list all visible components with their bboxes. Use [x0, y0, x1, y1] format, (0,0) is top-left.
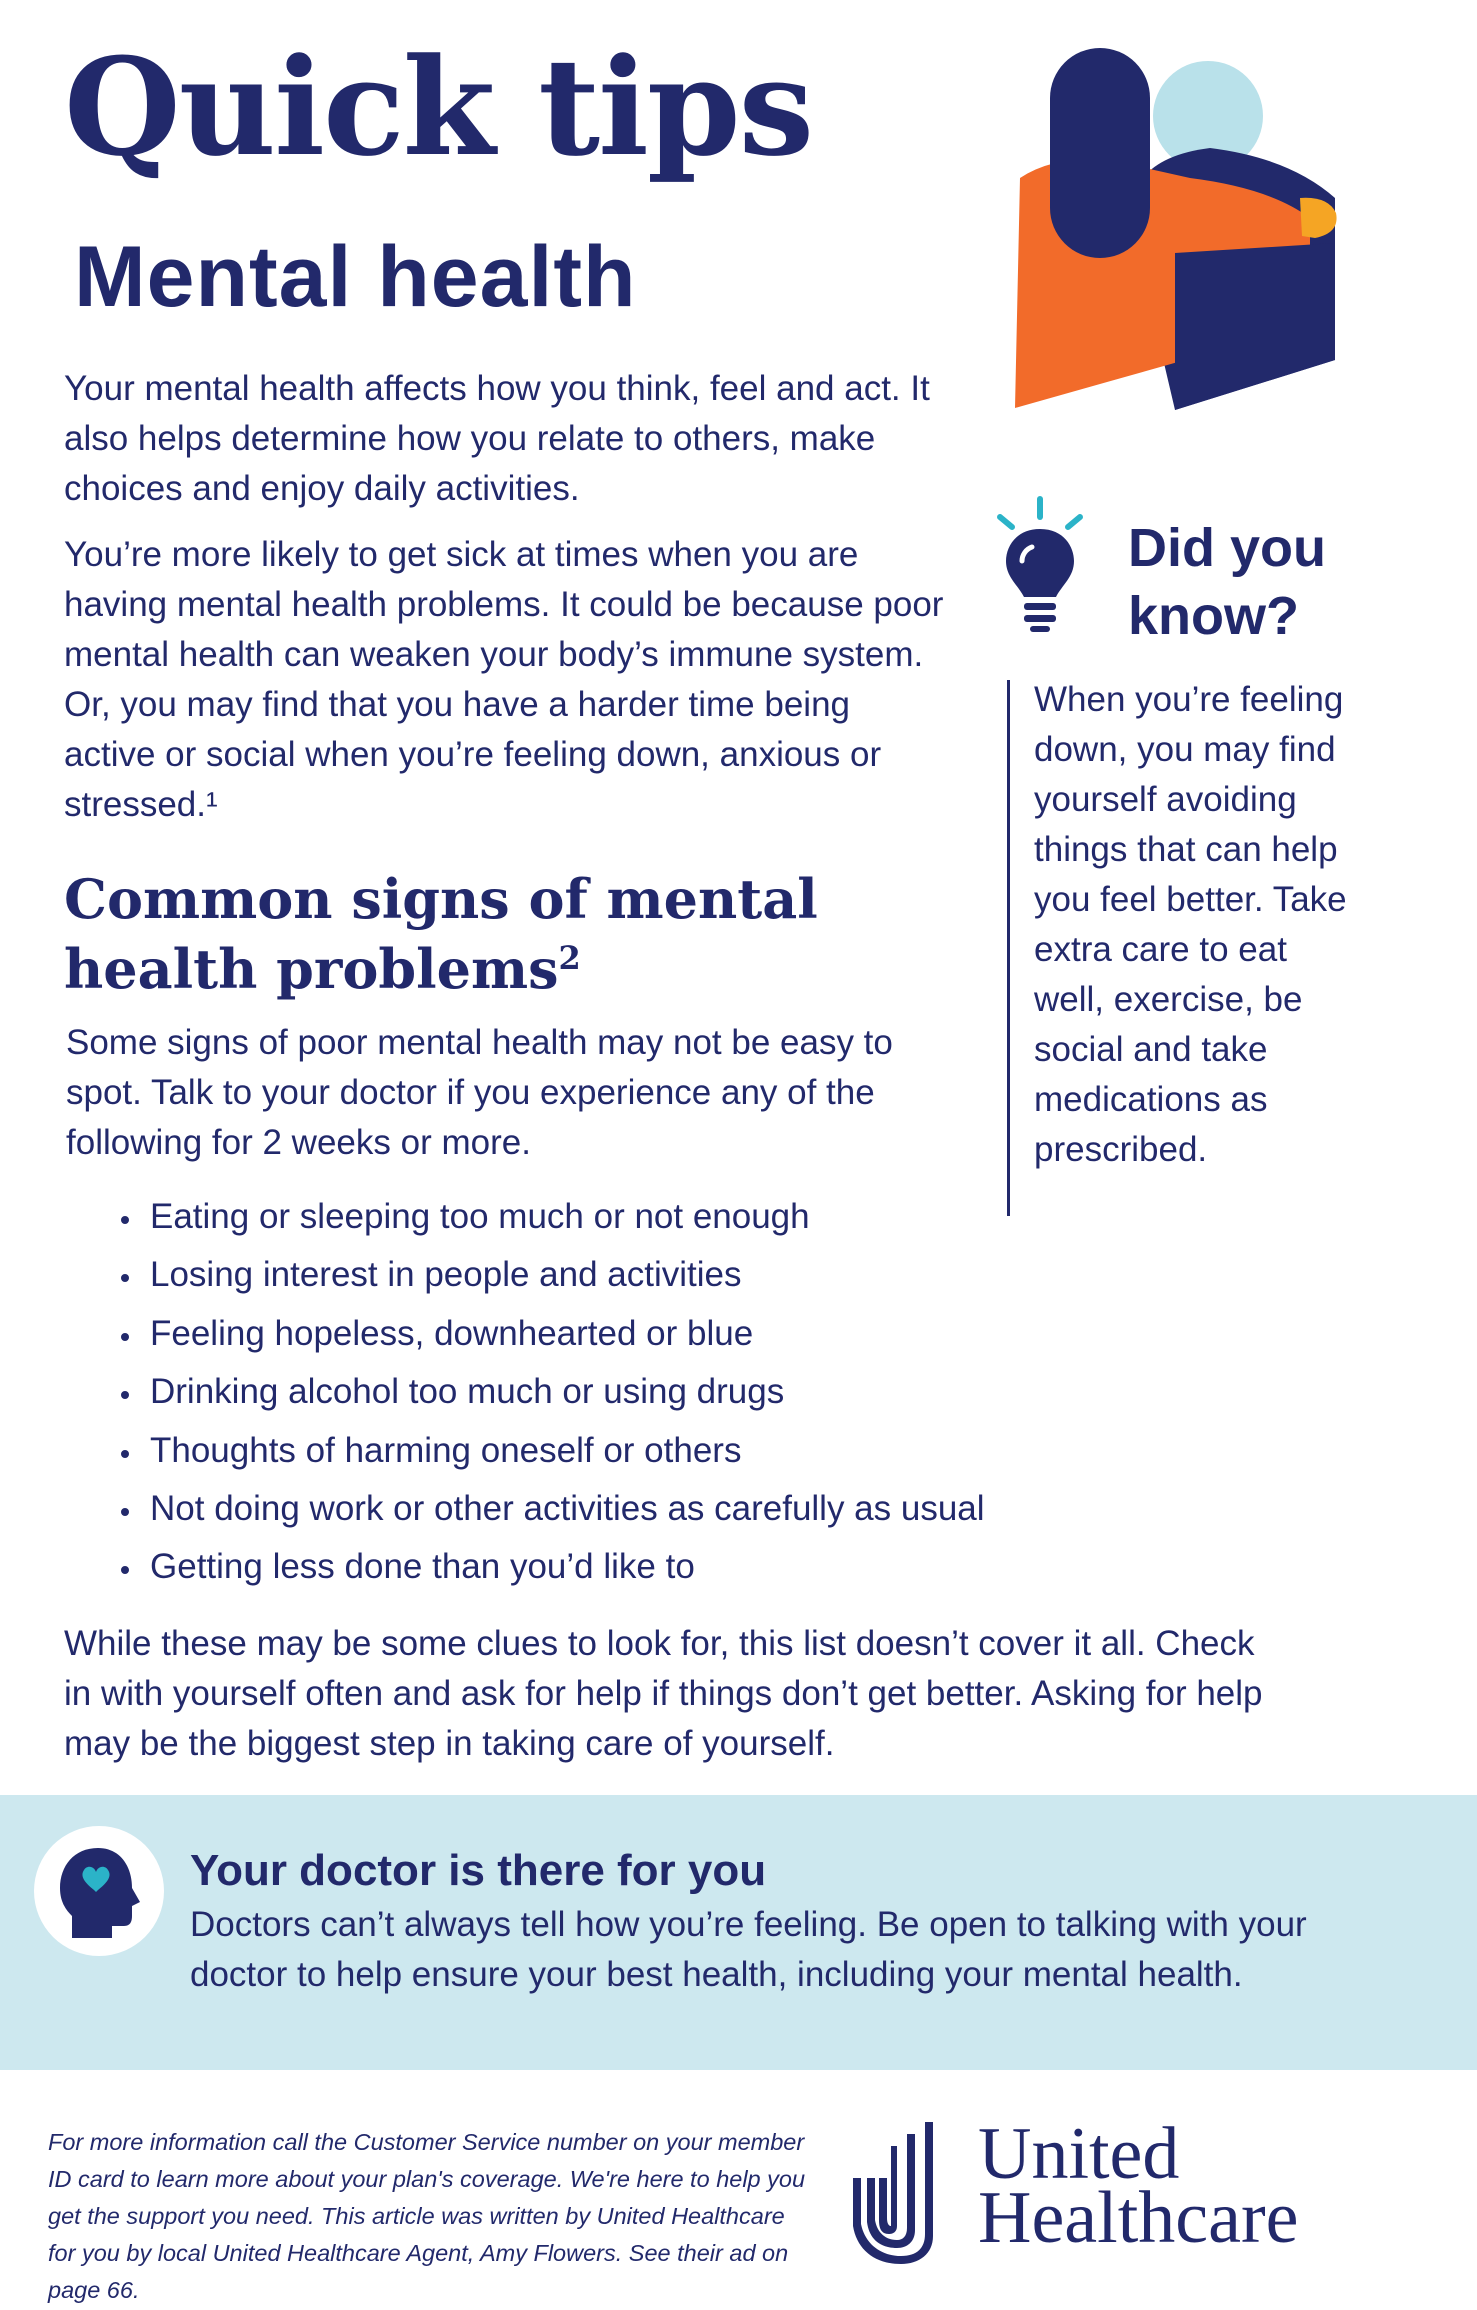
brand-logo-text [978, 2113, 1299, 2259]
brand-logo-line-2: Healthcare [978, 2177, 1299, 2259]
doctor-callout-title: Your doctor is there for you [190, 1846, 767, 1895]
footer-note: For more information call the Customer Service number on your member ID card to learn more about your plan's coverage. We're here to help you get the support you need. This article was written by United Healthcare for you by local United Healthcare Agent, Amy Flowers. See their ad on page 66. [48, 2129, 806, 2303]
signs-heading-text: Common signs of mental health problems [64, 867, 818, 1001]
list-item: • Feeling hopeless, downhearted or blue [144, 1305, 985, 1363]
list-item: • Losing interest in people and activities [144, 1246, 985, 1304]
signs-list [96, 1188, 985, 1597]
signs-heading-footnote: 2 [558, 939, 581, 977]
intro-paragraph-2: You’re more likely to get sick at times when you are having mental health problems. It could be because poor mental health can weaken your body’s immune system. Or, you may find that you have a harder time being active or social when you’re feeling down, anxious or stressed.¹ [64, 535, 944, 824]
page-subtitle: Mental health [74, 229, 637, 325]
signs-heading [64, 864, 944, 1004]
list-item: • Not doing work or other activities as carefully as usual [144, 1480, 985, 1538]
page-title: Quick tips [64, 28, 813, 186]
doctor-callout-body: Doctors can’t always tell how you’re feeling. Be open to talking with your doctor to help ensure your best health, including your mental health. [190, 1905, 1307, 1994]
list-item: • Thoughts of harming oneself or others [144, 1422, 985, 1480]
signs-intro: Some signs of poor mental health may not be easy to spot. Talk to your doctor if you experience any of the following for 2 weeks or more. [66, 1023, 893, 1162]
lightbulb-icon [992, 495, 1092, 635]
did-you-know-body: When you’re feeling down, you may find yourself avoiding things that can help you feel better. Take extra care to eat well, exercise, be social and take medications as prescribed. [1034, 680, 1347, 1169]
did-you-know-title: Did you know? [1128, 518, 1326, 646]
intro-paragraph-1: Your mental health affects how you think, feel and act. It also helps determine how you relate to others, make choices and enjoy daily activities. [64, 369, 930, 508]
list-item: • Getting less done than you’d like to [144, 1538, 985, 1596]
did-you-know-divider [1007, 680, 1010, 1216]
list-item: • Eating or sleeping too much or not enough [144, 1188, 985, 1246]
signs-closing: While these may be some clues to look for, this list doesn’t cover it all. Check in with yourself often and ask for help if things don’t get better. Asking for help may be the biggest step in taking care of yourself. [64, 1624, 1263, 1763]
support-illustration-icon [1010, 48, 1350, 418]
united-healthcare-logo-icon [845, 2118, 945, 2268]
list-item: • Drinking alcohol too much or using drugs [144, 1363, 985, 1421]
brand-logo-line-1: United [978, 2113, 1180, 2195]
head-heart-icon [54, 1844, 146, 1940]
